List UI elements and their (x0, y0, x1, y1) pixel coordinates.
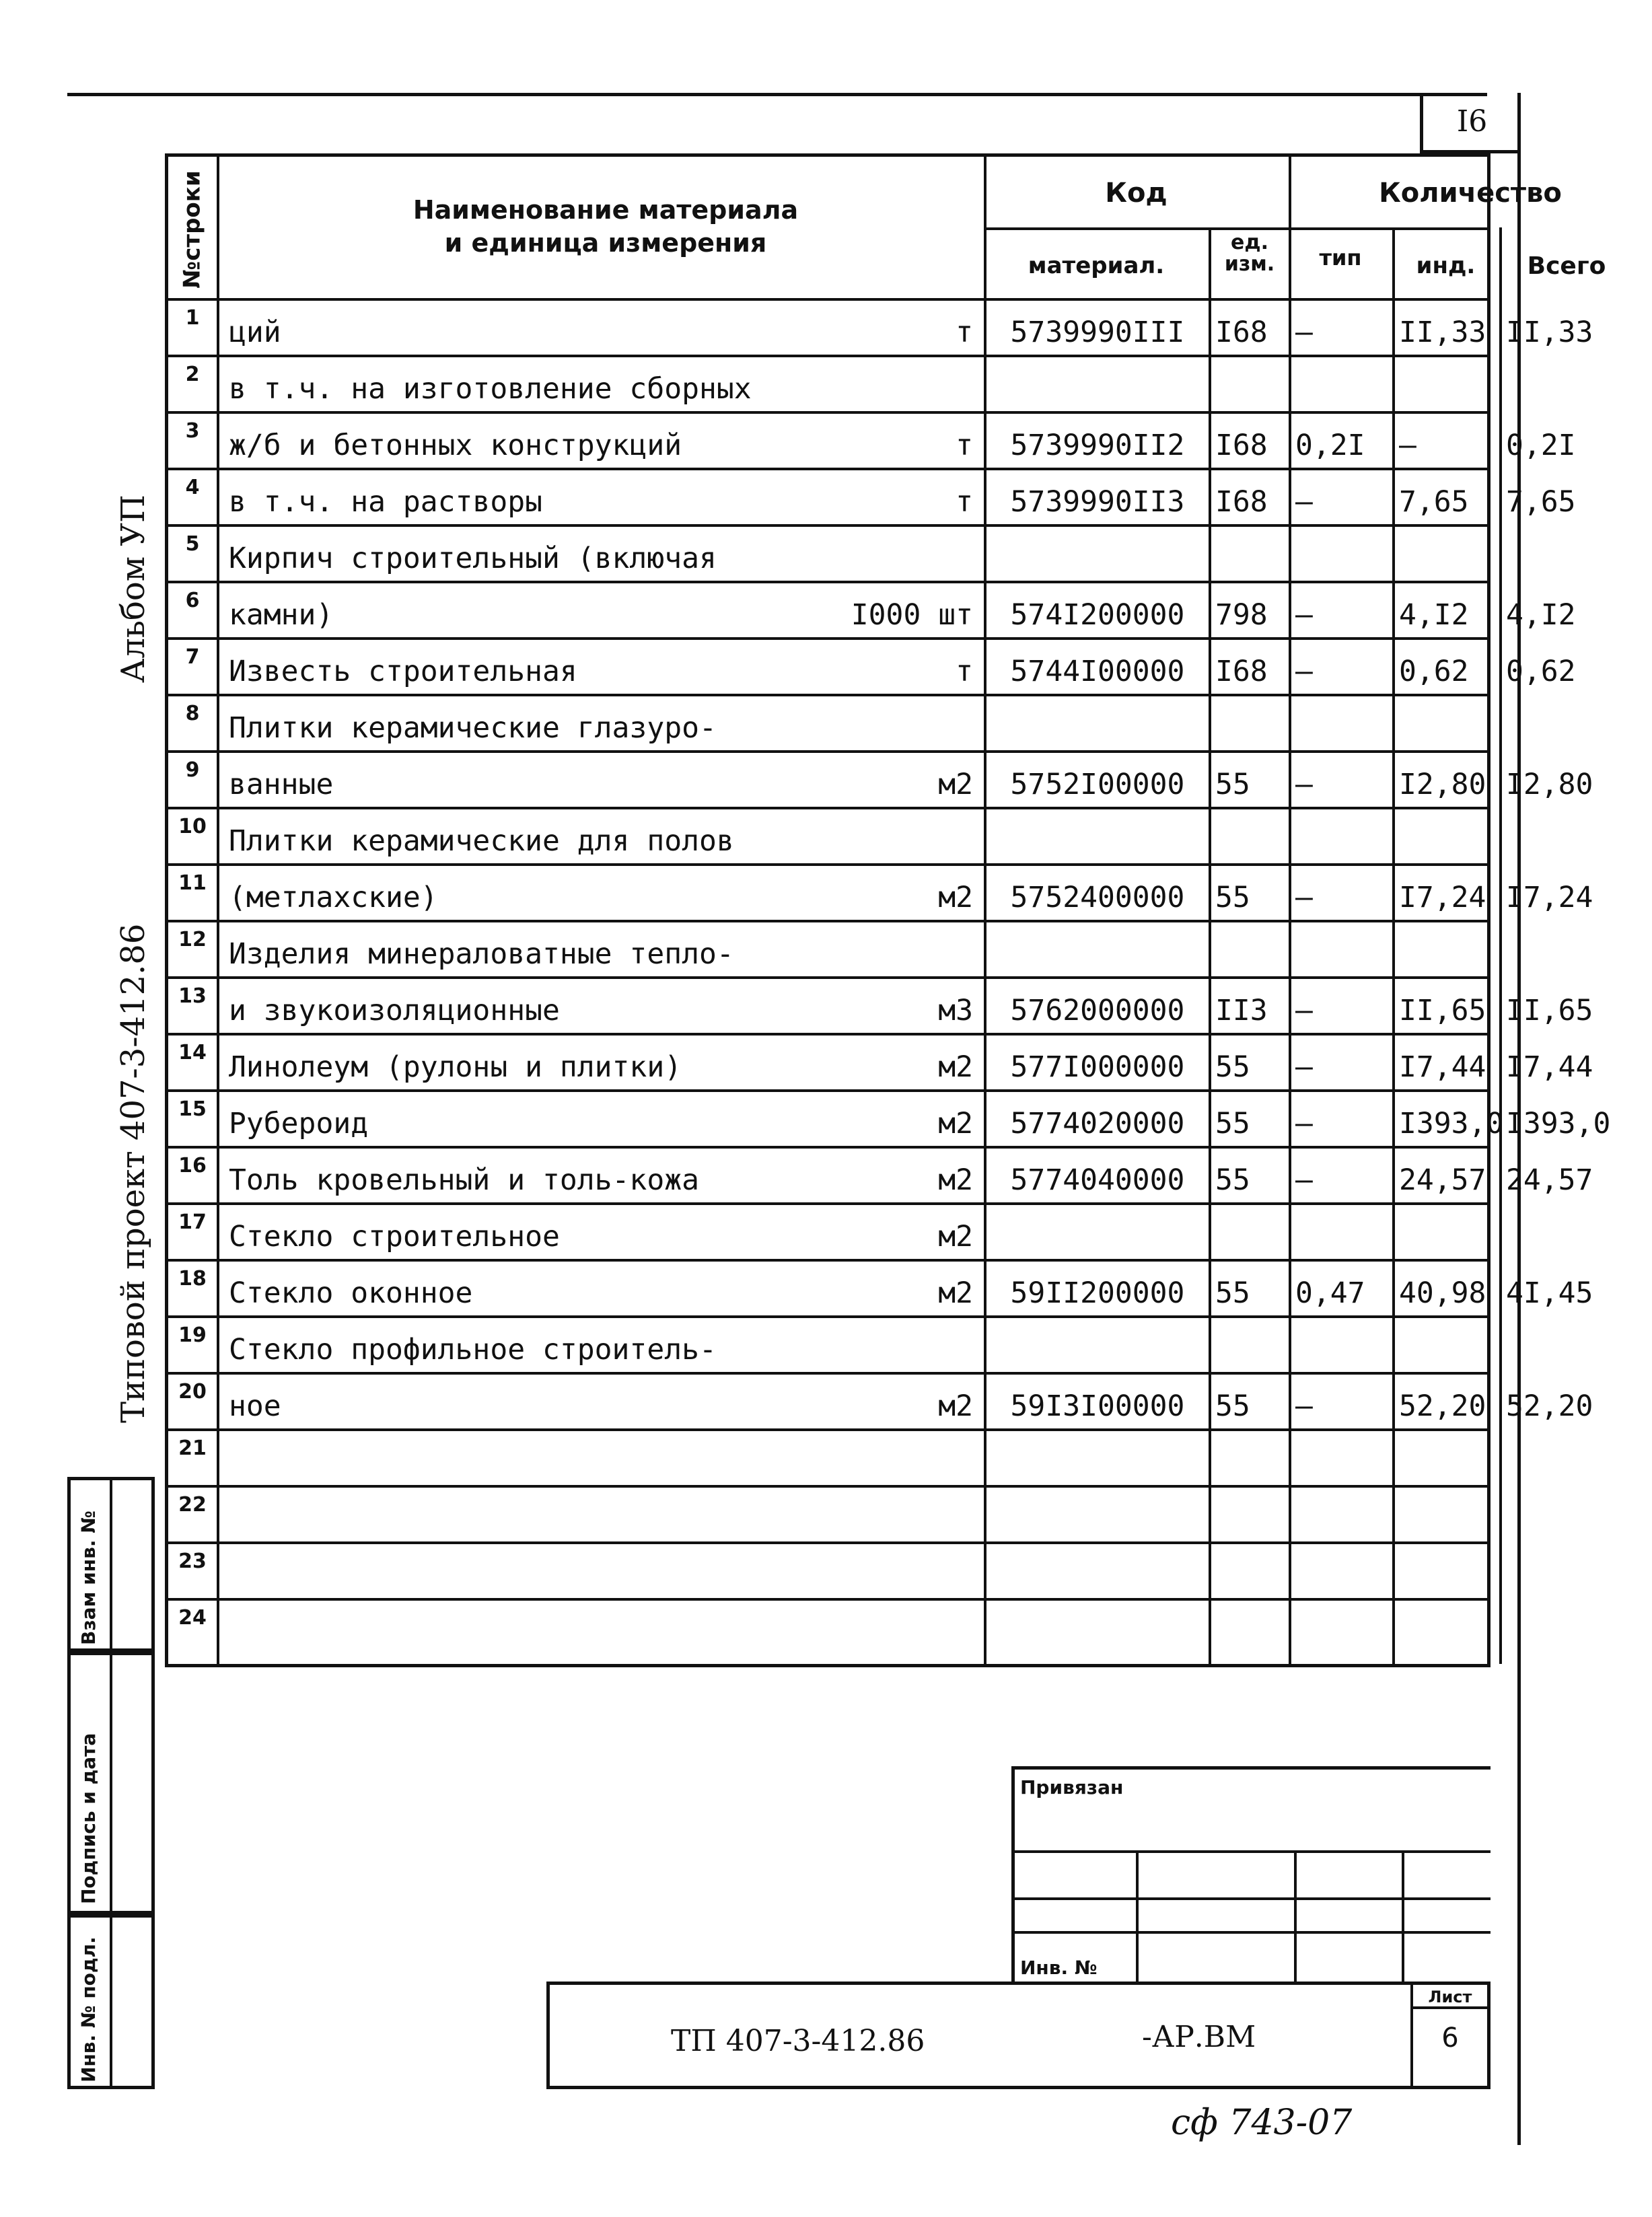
project-label: Типовой проект 407-3-412.86 (114, 923, 152, 1423)
quantity-individual: I2,80 (1399, 768, 1486, 801)
material-code: 5762000000 (1010, 994, 1185, 1027)
unit-code: 55 (1215, 1163, 1250, 1197)
row-number: 1 (185, 306, 200, 330)
quantity-individual (1395, 524, 1499, 581)
quantity-individual (1395, 1315, 1499, 1372)
unit-code (1211, 1598, 1289, 1655)
quantity-individual (1395, 1485, 1499, 1541)
quantity-individual (1395, 807, 1499, 863)
stamp-inv-podl (67, 1914, 155, 2089)
binding-label: Привязан (1020, 1776, 1124, 1798)
quantity-typical (1291, 1485, 1392, 1541)
quantity-typical: – (1295, 655, 1313, 688)
quantity-individual (1395, 694, 1499, 750)
title-block (546, 1982, 1491, 2089)
material-code (986, 524, 1209, 581)
material-name: и звукоизоляционные (229, 994, 560, 1027)
table-row (168, 1598, 1487, 1655)
quantity-individual: 40,98 (1399, 1276, 1486, 1310)
material-code (986, 1598, 1209, 1655)
unit-code (1211, 1485, 1289, 1541)
project-code: ТП 407-3-412.86 (671, 2024, 925, 2058)
table-row (168, 1146, 1593, 1202)
table-row (168, 1259, 1593, 1315)
unit-code: 55 (1215, 1389, 1250, 1423)
unit-code: I68 (1215, 316, 1268, 349)
sheet-corner-number: I6 (1420, 93, 1521, 153)
materials-table (165, 153, 1611, 1667)
quantity-individual: – (1399, 429, 1416, 462)
material-code: 5744I00000 (1010, 655, 1185, 688)
table-row (168, 524, 1487, 581)
unit-of-measure (895, 1541, 982, 1598)
table-row (168, 1485, 1487, 1541)
unit-of-measure: м2 (938, 1107, 973, 1140)
material-name: Плитки керамические глазуро- (229, 711, 717, 745)
name-header-line1: Наименование материала (412, 195, 799, 225)
quantity-total: 0,62 (1506, 655, 1576, 688)
quantity-typical (1291, 694, 1392, 750)
table-row (168, 1428, 1487, 1485)
material-name: ций (229, 316, 281, 349)
material-code (986, 1315, 1209, 1372)
unit-code: II3 (1215, 994, 1268, 1027)
material-name: Толь кровельный и толь-кожа (229, 1163, 699, 1197)
material-code: 59I3I00000 (1010, 1389, 1185, 1423)
quantity-total: I7,44 (1506, 1050, 1593, 1084)
unit-code (1211, 524, 1289, 581)
unit-code: I68 (1215, 429, 1268, 462)
unit-of-measure (895, 920, 982, 976)
stamp-podpis (67, 1652, 155, 1914)
quantity-typical: – (1295, 994, 1313, 1027)
row-number: 20 (178, 1380, 207, 1404)
handwritten-note: сф 743-07 (1171, 2103, 1353, 2143)
quantity-typical: 0,2I (1295, 429, 1365, 462)
material-code (986, 1202, 1209, 1259)
name-header-line2: и единица измерения (444, 228, 767, 258)
stamp-vzam (67, 1477, 155, 1652)
quantity-total (1502, 694, 1637, 750)
unit-code: I68 (1215, 655, 1268, 688)
quantity-individual (1395, 1541, 1499, 1598)
unit-of-measure: м2 (938, 1050, 973, 1084)
table-row (168, 1089, 1611, 1146)
table-row (168, 694, 1487, 750)
row-number: 22 (178, 1493, 207, 1517)
material-code (986, 355, 1209, 411)
quantity-typical (1291, 920, 1392, 976)
unit-code: 55 (1215, 1276, 1250, 1310)
quantity-total (1502, 1598, 1637, 1655)
code-header: Код (1105, 178, 1168, 209)
material-name: в т.ч. на изготовление сборных (229, 372, 752, 406)
unit-code (1211, 1202, 1289, 1259)
row-number: 13 (178, 984, 207, 1008)
quantity-total (1502, 1428, 1637, 1485)
quantity-total: I2,80 (1506, 768, 1593, 801)
quantity-individual: I393,0 (1399, 1107, 1504, 1140)
stamp-vzam-label: Взам инв. № (77, 1511, 100, 1645)
quantity-typical (1291, 355, 1392, 411)
quantity-individual: 4,I2 (1399, 598, 1469, 632)
unit-of-measure (895, 1428, 982, 1485)
quantity-typical: 0,47 (1295, 1276, 1365, 1310)
row-number: 23 (178, 1550, 207, 1573)
name-header (236, 194, 976, 260)
material-code: 5739990II3 (1010, 485, 1185, 519)
quantity-total (1502, 355, 1637, 411)
unit-code (1211, 1315, 1289, 1372)
top-border-line (67, 93, 1487, 96)
material-code: 5739990II2 (1010, 429, 1185, 462)
material-name: Плитки керамические для полов (229, 824, 734, 858)
unit-code (1211, 1541, 1289, 1598)
table-row (168, 1315, 1487, 1372)
material-code (986, 920, 1209, 976)
quantity-total (1502, 1202, 1637, 1259)
quantity-total: II,33 (1506, 316, 1593, 349)
row-number: 18 (178, 1267, 207, 1291)
type-header: тип (1319, 245, 1362, 270)
material-name: камни) (229, 598, 334, 632)
quantity-individual (1395, 1202, 1499, 1259)
unit-code-header: ед. изм. (1224, 231, 1275, 276)
unit-code (1211, 920, 1289, 976)
material-code-header: материал. (1028, 252, 1165, 279)
material-code: 577I000000 (1010, 1050, 1185, 1084)
material-code (986, 1485, 1209, 1541)
row-number: 17 (178, 1210, 207, 1234)
quantity-total (1502, 1541, 1637, 1598)
unit-code: 55 (1215, 768, 1250, 801)
quantity-total (1502, 807, 1637, 863)
quantity-individual: II,65 (1399, 994, 1486, 1027)
unit-of-measure (895, 1598, 982, 1655)
row-number: 11 (178, 871, 207, 895)
unit-of-measure: т (956, 429, 973, 462)
quantity-total: 4,I2 (1506, 598, 1576, 632)
table-row (168, 1202, 1487, 1259)
unit-of-measure (895, 807, 982, 863)
quantity-typical: – (1295, 485, 1313, 519)
stamp-inv-podl-label: Инв. № подл. (77, 1936, 100, 2082)
table-row (168, 1033, 1593, 1089)
quantity-individual (1395, 1428, 1499, 1485)
quantity-total: II,65 (1506, 994, 1593, 1027)
quantity-individual: 7,65 (1399, 485, 1469, 519)
material-name: ванные (229, 768, 334, 801)
quantity-total: 4I,45 (1506, 1276, 1593, 1310)
material-name: Известь строительная (229, 655, 577, 688)
unit-code: 55 (1215, 881, 1250, 914)
unit-of-measure: м2 (938, 768, 973, 801)
material-code (986, 807, 1209, 863)
document-code: -АР.ВМ (1142, 2020, 1256, 2054)
material-name (222, 1428, 982, 1485)
inventory-label: Инв. № (1020, 1957, 1098, 1979)
quantity-total (1502, 920, 1637, 976)
quantity-individual: 0,62 (1399, 655, 1469, 688)
material-name: ное (229, 1389, 281, 1423)
row-number: 8 (185, 702, 200, 725)
unit-of-measure: I000 шт (851, 598, 973, 632)
material-name: Стекло строительное (229, 1220, 560, 1253)
material-name (222, 1541, 982, 1598)
unit-of-measure: м3 (938, 994, 973, 1027)
material-code: 5774040000 (1010, 1163, 1185, 1197)
sheet-box (1410, 1985, 1487, 2086)
quantity-total: 0,2I (1506, 429, 1576, 462)
table-row (168, 1541, 1487, 1598)
material-name: Изделия минераловатные тепло- (229, 937, 734, 971)
material-code: 59II200000 (1010, 1276, 1185, 1310)
quantity-individual (1395, 920, 1499, 976)
quantity-total (1502, 1485, 1637, 1541)
quantity-total: I393,0 (1506, 1107, 1611, 1140)
quantity-typical (1291, 1315, 1392, 1372)
table-row (168, 637, 1576, 694)
row-number: 21 (178, 1437, 207, 1460)
sheet-label: Лист (1413, 1988, 1487, 2009)
row-number: 10 (178, 815, 207, 838)
unit-of-measure (895, 694, 982, 750)
unit-of-measure: м2 (938, 1220, 973, 1253)
material-name: Стекло оконное (229, 1276, 473, 1310)
material-name (222, 1598, 982, 1655)
unit-code: 55 (1215, 1050, 1250, 1084)
row-number: 12 (178, 928, 207, 951)
quantity-typical: – (1295, 316, 1313, 349)
material-code: 5739990III (1010, 316, 1185, 349)
stamp-podpis-label: Подпись и дата (77, 1733, 100, 1904)
table-row (168, 355, 1487, 411)
row-number: 6 (185, 589, 200, 612)
table-row (168, 976, 1593, 1033)
table-row (168, 411, 1576, 468)
material-code: 5752400000 (1010, 881, 1185, 914)
unit-code (1211, 1428, 1289, 1485)
unit-of-measure: м2 (938, 881, 973, 914)
unit-code: I68 (1215, 485, 1268, 519)
table-row (168, 1372, 1593, 1428)
material-name: Кирпич строительный (включая (229, 542, 717, 575)
quantity-individual (1395, 1598, 1499, 1655)
quantity-individual: I7,24 (1399, 881, 1486, 914)
unit-code (1211, 355, 1289, 411)
row-number: 2 (185, 363, 200, 386)
quantity-typical: – (1295, 1163, 1313, 1197)
unit-of-measure: т (956, 655, 973, 688)
quantity-total (1502, 524, 1637, 581)
quantity-total: 24,57 (1506, 1163, 1593, 1197)
quantity-individual (1395, 355, 1499, 411)
quantity-typical (1291, 807, 1392, 863)
material-name: Рубероид (229, 1107, 369, 1140)
unit-of-measure (895, 355, 982, 411)
table-row (168, 581, 1576, 637)
row-number: 14 (178, 1041, 207, 1064)
row-number: 4 (185, 476, 200, 499)
quantity-typical: – (1295, 881, 1313, 914)
material-code: 5752I00000 (1010, 768, 1185, 801)
material-code (986, 1541, 1209, 1598)
quantity-total: I7,24 (1506, 881, 1593, 914)
quantity-typical: – (1295, 1050, 1313, 1084)
unit-of-measure: м2 (938, 1389, 973, 1423)
quantity-total: 7,65 (1506, 485, 1576, 519)
quantity-individual: I7,44 (1399, 1050, 1486, 1084)
unit-code: 798 (1215, 598, 1268, 632)
row-number: 19 (178, 1323, 207, 1347)
total-header: Всего (1527, 252, 1606, 280)
quantity-typical: – (1295, 598, 1313, 632)
album-label: Альбом УП (114, 495, 152, 683)
unit-of-measure (895, 524, 982, 581)
unit-of-measure: т (956, 485, 973, 519)
row-number: 24 (178, 1606, 207, 1630)
quantity-total: 52,20 (1506, 1389, 1593, 1423)
row-number: 9 (185, 758, 200, 782)
quantity-total (1502, 1315, 1637, 1372)
unit-of-measure (895, 1315, 982, 1372)
quantity-typical (1291, 1202, 1392, 1259)
unit-of-measure: м2 (938, 1276, 973, 1310)
row-number: 16 (178, 1154, 207, 1177)
material-code (986, 1428, 1209, 1485)
ind-header: инд. (1416, 252, 1476, 279)
row-number: 3 (185, 419, 200, 443)
unit-of-measure: м2 (938, 1163, 973, 1197)
row-number: 7 (185, 645, 200, 669)
table-row (168, 920, 1487, 976)
table-row (168, 298, 1593, 355)
quantity-typical (1291, 524, 1392, 581)
unit-of-measure (895, 1485, 982, 1541)
row-number: 15 (178, 1097, 207, 1121)
quantity-individual: II,33 (1399, 316, 1486, 349)
material-code (986, 694, 1209, 750)
quantity-typical (1291, 1541, 1392, 1598)
quantity-typical: – (1295, 1107, 1313, 1140)
unit-code: 55 (1215, 1107, 1250, 1140)
quantity-typical (1291, 1428, 1392, 1485)
material-name (222, 1485, 982, 1541)
row-number-header: №строки (179, 170, 206, 289)
quantity-individual: 52,20 (1399, 1389, 1486, 1423)
quantity-typical (1291, 1598, 1392, 1655)
quantity-header: Количество (1379, 178, 1562, 209)
unit-code (1211, 694, 1289, 750)
sheet-number: 6 (1441, 2023, 1459, 2054)
material-code: 574I200000 (1010, 598, 1185, 632)
material-name: Линолеум (рулоны и плитки) (229, 1050, 682, 1084)
table-row (168, 863, 1593, 920)
material-code: 5774020000 (1010, 1107, 1185, 1140)
material-name: (метлахские) (229, 881, 438, 914)
quantity-typical: – (1295, 768, 1313, 801)
row-number: 5 (185, 532, 200, 556)
binding-block (1011, 1766, 1491, 1985)
table-row (168, 807, 1487, 863)
table-row (168, 750, 1593, 807)
material-name: Стекло профильное строитель- (229, 1333, 717, 1367)
material-name: в т.ч. на растворы (229, 485, 542, 519)
unit-code (1211, 807, 1289, 863)
quantity-typical: – (1295, 1389, 1313, 1423)
table-row (168, 468, 1576, 524)
quantity-individual: 24,57 (1399, 1163, 1486, 1197)
material-name: ж/б и бетонных конструкций (229, 429, 682, 462)
unit-of-measure: т (956, 316, 973, 349)
